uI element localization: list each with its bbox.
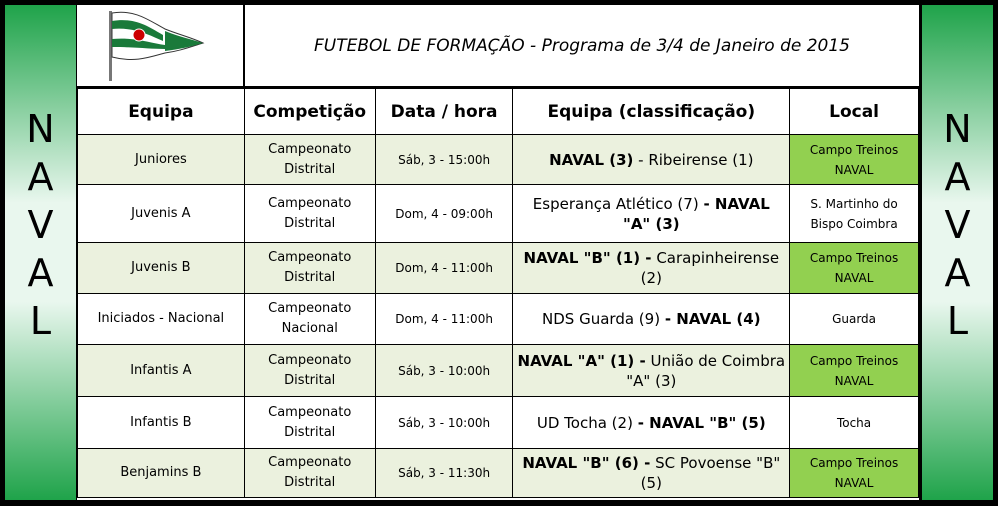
side-letter: A	[944, 251, 971, 295]
side-letter: N	[26, 107, 55, 151]
title-cell	[245, 5, 919, 88]
table-row	[78, 185, 919, 243]
cell-local: Guarda	[790, 294, 919, 345]
cell-competicao: Campeonato Distrital	[244, 449, 375, 498]
match-text: UD Tocha (2)	[536, 413, 638, 432]
cell-equipa: Juniores	[78, 135, 245, 185]
header-row	[78, 89, 919, 135]
cell-equipa: Juvenis B	[78, 243, 245, 294]
cell-match	[513, 294, 790, 345]
cell-match	[513, 345, 790, 397]
cell-data-hora: Sáb, 3 - 15:00h	[375, 135, 513, 185]
schedule-table	[77, 88, 919, 498]
left-side-letters	[5, 105, 76, 345]
cell-equipa: Infantis A	[78, 345, 245, 397]
cell-local: S. Martinho do Bispo Coimbra	[790, 185, 919, 243]
cell-data-hora: Dom, 4 - 11:00h	[375, 243, 513, 294]
cell-match	[513, 185, 790, 243]
cell-match	[513, 243, 790, 294]
cell-competicao: Campeonato Nacional	[244, 294, 375, 345]
cell-data-hora: Sáb, 3 - 11:30h	[375, 449, 513, 498]
table-row	[78, 135, 919, 185]
header-equipa-classificacao: Equipa (classificação)	[513, 89, 790, 135]
club-flag-logo	[105, 7, 205, 83]
right-side-letters	[922, 105, 993, 345]
match-text-bold: NAVAL "A" (1) -	[517, 351, 646, 370]
match-text: NDS Guarda (9)	[542, 310, 665, 328]
cell-local: Tocha	[790, 397, 919, 449]
cell-data-hora: Dom, 4 - 09:00h	[375, 185, 513, 243]
side-letter: A	[944, 155, 971, 199]
header-competicao: Competição	[244, 89, 375, 135]
cell-local: Campo Treinos NAVAL	[790, 135, 919, 185]
match-text: Esperança Atlético (7)	[532, 194, 704, 213]
schedule-rows	[78, 135, 919, 498]
cell-data-hora: Sáb, 3 - 10:00h	[375, 397, 513, 449]
page-title: FUTEBOL DE FORMAÇÃO - Programa de 3/4 de Janeiro de 2015	[314, 35, 850, 56]
side-letter: N	[943, 107, 972, 151]
table-row	[78, 345, 919, 397]
left-side-banner	[5, 5, 76, 500]
header-equipa: Equipa	[78, 89, 245, 135]
cell-local: Campo Treinos NAVAL	[790, 345, 919, 397]
header-local: Local	[790, 89, 919, 135]
cell-local: Campo Treinos NAVAL	[790, 243, 919, 294]
match-text: União de Coimbra "A" (3)	[626, 351, 786, 390]
match-text: - Ribeirense (1)	[633, 150, 754, 169]
table-row	[78, 294, 919, 345]
side-letter: V	[944, 203, 971, 247]
side-letter: L	[946, 299, 969, 343]
match-text-bold: NAVAL "B" (1) -	[523, 249, 652, 267]
cell-equipa: Benjamins B	[78, 449, 245, 498]
table-row	[78, 243, 919, 294]
table-row	[78, 397, 919, 449]
match-text: SC Povoense "B" (5)	[640, 454, 781, 492]
cell-competicao: Campeonato Distrital	[244, 397, 375, 449]
logo-cell	[77, 5, 245, 88]
match-text-bold: NAVAL (3)	[549, 150, 634, 169]
match-text-bold: NAVAL "B" (6) -	[522, 454, 651, 472]
cell-competicao: Campeonato Distrital	[244, 135, 375, 185]
match-text-bold: - NAVAL "A" (3)	[623, 194, 770, 233]
cell-competicao: Campeonato Distrital	[244, 185, 375, 243]
side-letter: V	[27, 203, 54, 247]
cell-equipa: Infantis B	[78, 397, 245, 449]
side-letter: A	[27, 251, 54, 295]
header-data-hora: Data / hora	[375, 89, 513, 135]
schedule-sheet	[77, 5, 919, 500]
match-text-bold: - NAVAL "B" (5)	[637, 413, 766, 432]
side-letter: L	[29, 299, 52, 343]
cell-local: Campo Treinos NAVAL	[790, 449, 919, 498]
cell-competicao: Campeonato Distrital	[244, 243, 375, 294]
cell-competicao: Campeonato Distrital	[244, 345, 375, 397]
match-text-bold: - NAVAL (4)	[664, 310, 761, 328]
cell-equipa: Juvenis A	[78, 185, 245, 243]
cell-data-hora: Dom, 4 - 11:00h	[375, 294, 513, 345]
right-side-banner	[922, 5, 993, 500]
cell-match	[513, 135, 790, 185]
cell-data-hora: Sáb, 3 - 10:00h	[375, 345, 513, 397]
match-text: Carapinheirense (2)	[640, 249, 780, 287]
table-row	[78, 449, 919, 498]
side-letter: A	[27, 155, 54, 199]
cell-match	[513, 449, 790, 498]
cell-equipa: Iniciados - Nacional	[78, 294, 245, 345]
cell-match	[513, 397, 790, 449]
